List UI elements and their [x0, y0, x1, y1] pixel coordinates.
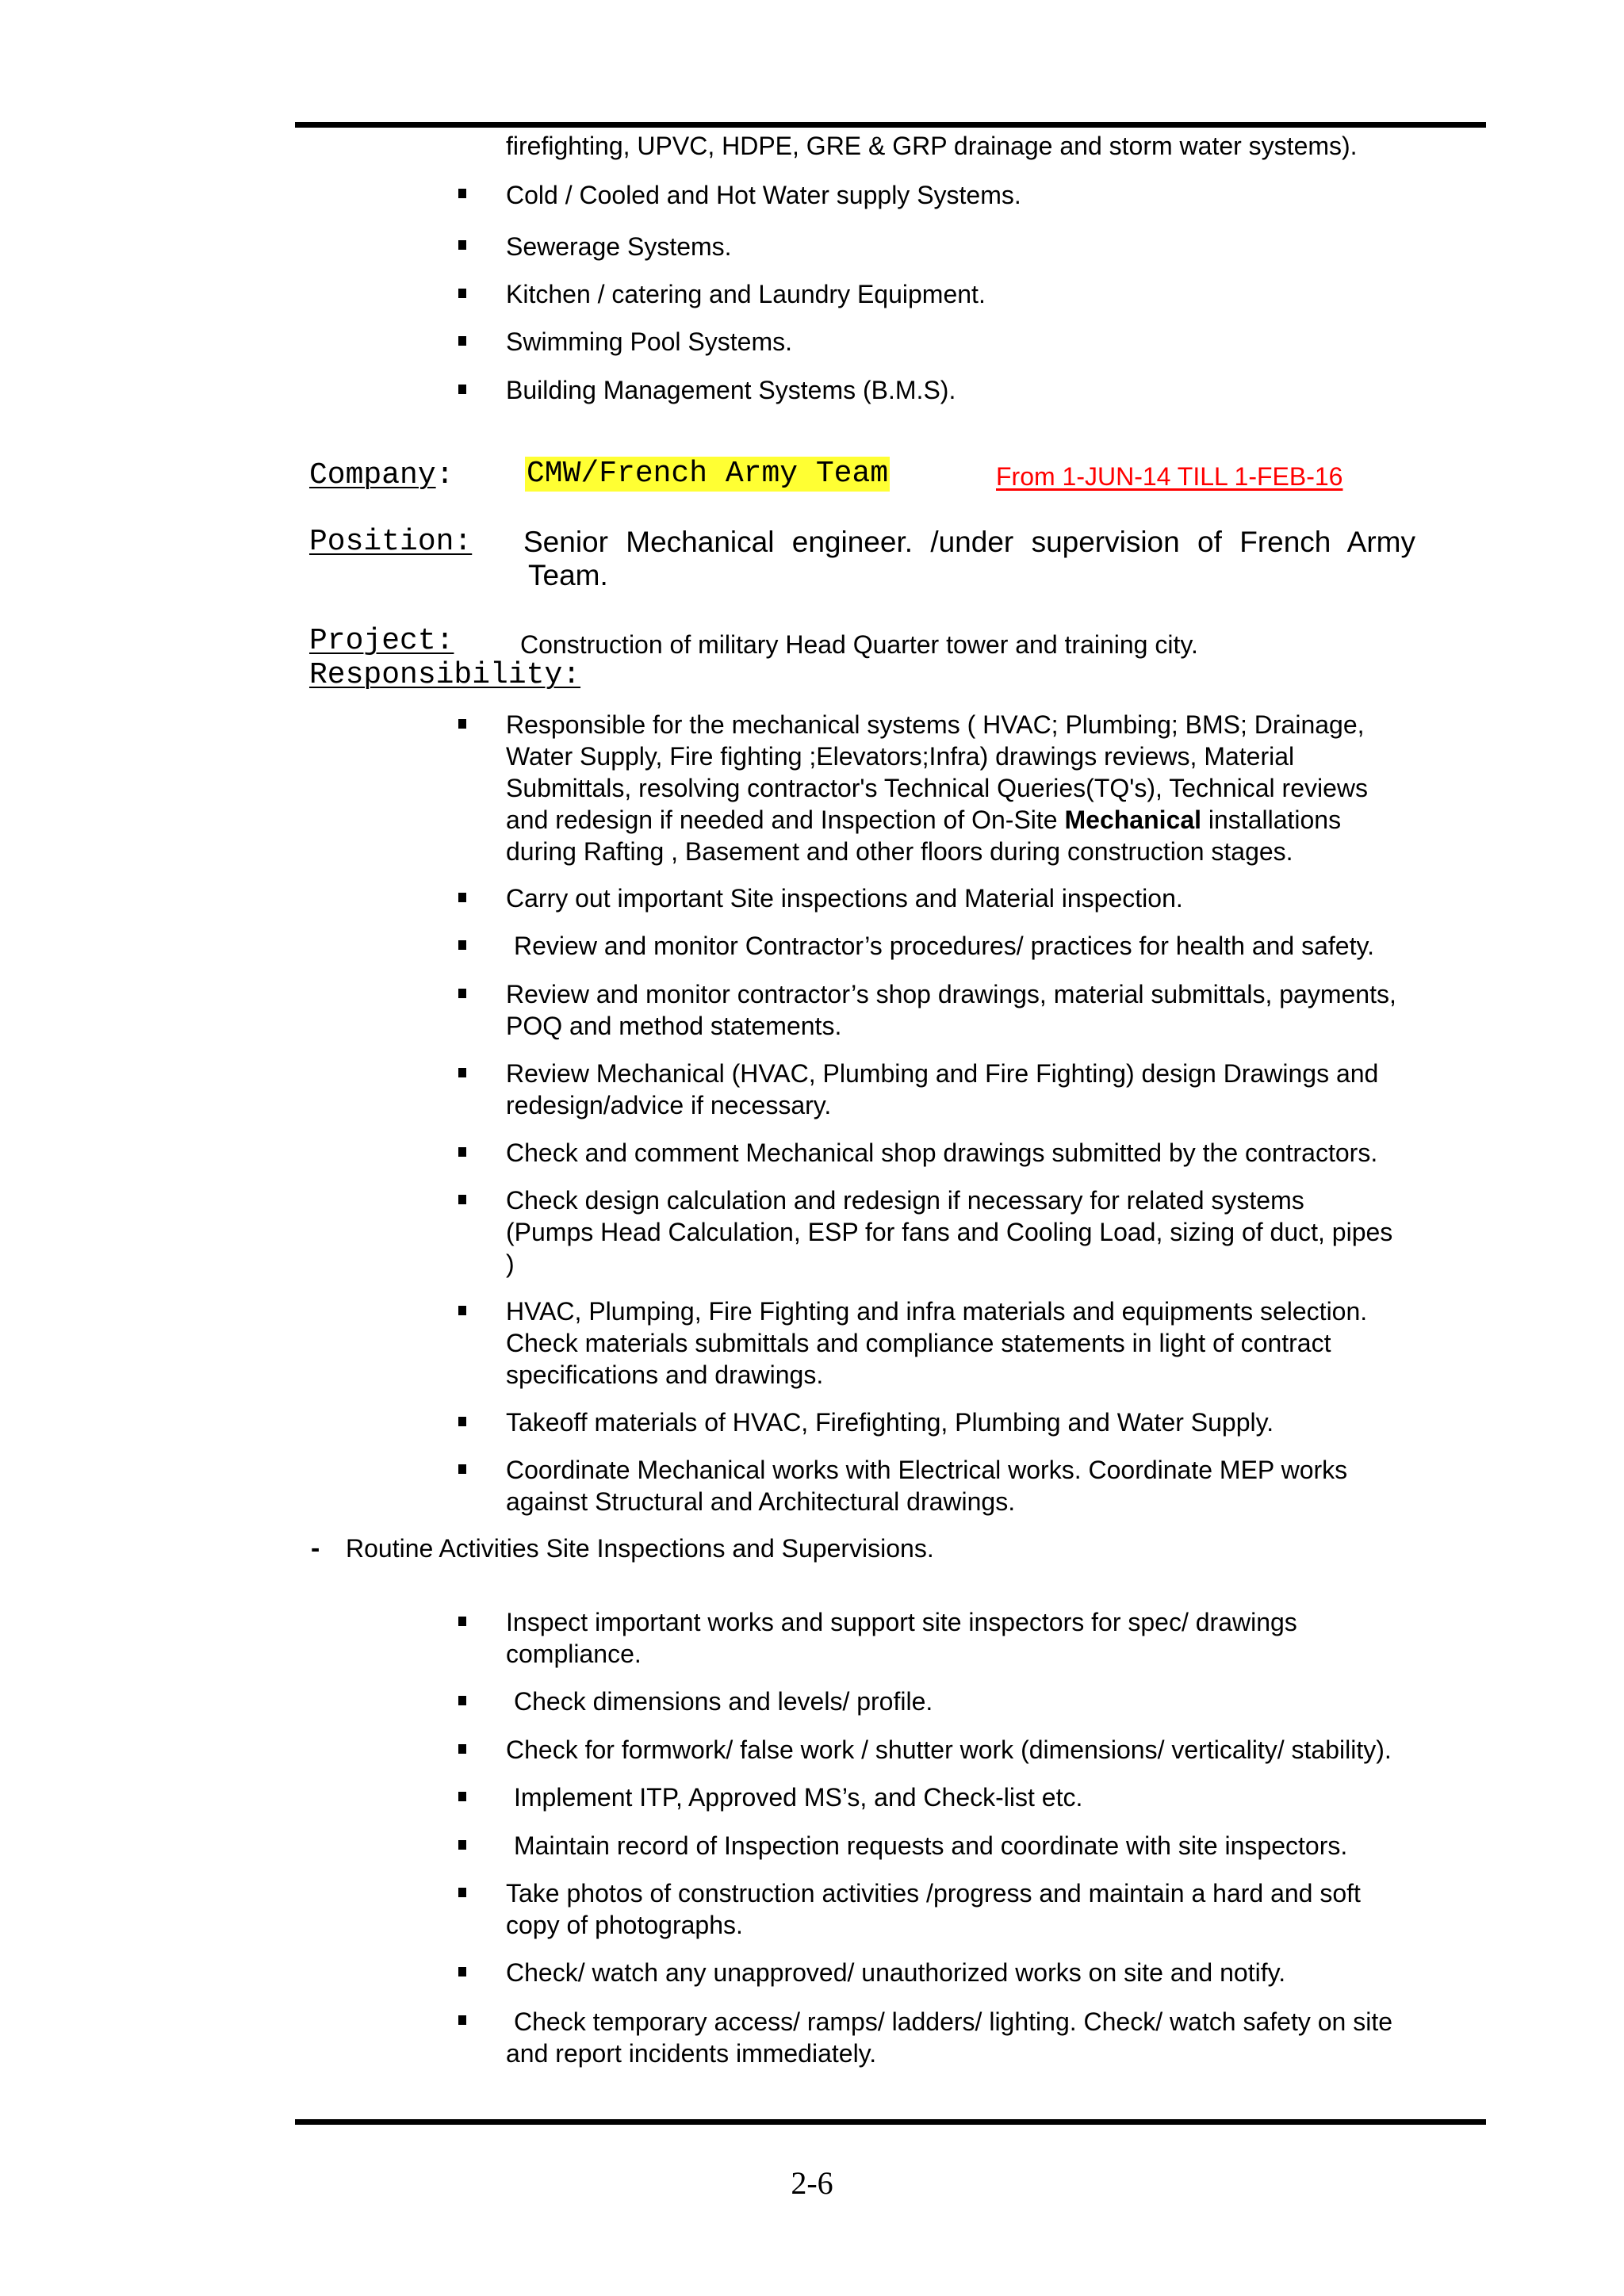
- bullet-icon: [458, 240, 466, 250]
- list-item: Take photos of construction activities /progress and maintain a hard and soft copy of photographs.: [506, 1879, 1361, 1939]
- list-item: Inspect important works and support site inspectors for spec/ drawings compliance.: [506, 1608, 1297, 1668]
- bullet-icon: [458, 989, 466, 998]
- list-item: Review Mechanical (HVAC, Plumbing and Fire Fighting) design Drawings and redesign/advice if necessary.: [506, 1059, 1379, 1119]
- list-item: Check dimensions and levels/ profile.: [514, 1687, 933, 1716]
- responsibility-label: Responsibility:: [309, 658, 581, 692]
- position-label: Position:: [309, 525, 473, 559]
- bullet-icon: [458, 1306, 466, 1315]
- bullet-icon: [458, 1888, 466, 1897]
- list-item: Coordinate Mechanical works with Electrical works. Coordinate MEP works against Structural and Architectural drawings.: [506, 1456, 1348, 1516]
- bullet-icon: [458, 1744, 466, 1754]
- list-item: [506, 130, 1481, 162]
- bullet-icon: [458, 1617, 466, 1626]
- bullet-icon: [458, 289, 466, 298]
- project-label: Project:: [309, 624, 454, 658]
- list-item: Implement ITP, Approved MS’s, and Check-list etc.: [514, 1783, 1083, 1812]
- list-item: Check temporary access/ ramps/ ladders/ lighting. Check/ watch safety on site and report incidents immediately.: [506, 2007, 1393, 2068]
- list-item-text: Kitchen / catering and Laundry Equipment.: [506, 280, 986, 308]
- list-item: Review and monitor Contractor’s procedures/ practices for health and safety.: [514, 932, 1374, 960]
- bullet-icon: [458, 1068, 466, 1077]
- list-item: [506, 326, 1481, 358]
- project-value: Construction of military Head Quarter tower and training city.: [520, 630, 1198, 659]
- employment-dates: From 1-JUN-14 TILL 1-FEB-16: [996, 462, 1343, 491]
- emphasis-text: Mechanical: [1064, 806, 1201, 834]
- list-item: Review and monitor contractor’s shop drawings, material submittals, payments, POQ and method statements.: [506, 980, 1396, 1040]
- bullet-icon: [458, 940, 466, 950]
- list-item: [506, 374, 1481, 406]
- list-item: HVAC, Plumping, Fire Fighting and infra materials and equipments selection. Check materials submittals and compliance statements in light of contract specifications and drawings.: [506, 1297, 1368, 1389]
- list-item: Maintain record of Inspection requests and coordinate with site inspectors.: [514, 1831, 1348, 1860]
- section-heading: Routine Activities Site Inspections and Supervisions.: [346, 1534, 934, 1563]
- bullet-icon: [458, 1696, 466, 1705]
- list-item-text: Cold / Cooled and Hot Water supply Systems.: [506, 181, 1021, 209]
- list-item-text: firefighting, UPVC, HDPE, GRE & GRP drainage and storm water systems).: [506, 132, 1358, 160]
- list-item: Responsible for the mechanical systems ( HVAC; Plumbing; BMS; Drainage, Water Supply, Fire fighting ;Elevators;Infra) drawings reviews, Material Submittals, resolving contractor's Technical Queries(TQ's), Technical reviews and redesign if needed and Inspection of On-Site Mechanical installations during Rafting , Basement and other floors during construction stages.: [506, 710, 1368, 866]
- bullet-icon: [458, 385, 466, 394]
- list-item: [506, 278, 1481, 310]
- company-name: CMW/French Army Team: [527, 457, 889, 491]
- list-item: Check for formwork/ false work / shutter work (dimensions/ verticality/ stability).: [506, 1735, 1392, 1764]
- list-item: [506, 231, 1481, 262]
- list-item: Check and comment Mechanical shop drawings submitted by the contractors.: [506, 1138, 1378, 1167]
- bullet-icon: [458, 189, 466, 198]
- list-item: Takeoff materials of HVAC, Firefighting, Plumbing and Water Supply.: [506, 1408, 1274, 1437]
- list-item-text: Swimming Pool Systems.: [506, 327, 792, 356]
- top-rule: [295, 122, 1486, 128]
- bullet-icon: [458, 893, 466, 902]
- company-label: Company:: [309, 458, 454, 492]
- page-number: 2-6: [791, 2165, 833, 2201]
- list-item: [506, 179, 1481, 211]
- position-value-continued: Team.: [528, 559, 608, 591]
- bullet-icon: [458, 2015, 466, 2025]
- dash-icon: -: [311, 1533, 320, 1563]
- bullet-icon: [458, 336, 466, 346]
- bullet-icon: [458, 1417, 466, 1426]
- bullet-icon: [458, 1195, 466, 1204]
- bullet-icon: [458, 1792, 466, 1801]
- list-item-text: Building Management Systems (B.M.S).: [506, 376, 956, 404]
- list-item: Check/ watch any unapproved/ unauthorized works on site and notify.: [506, 1958, 1286, 1987]
- bullet-icon: [458, 1147, 466, 1157]
- list-item: Check design calculation and redesign if necessary for related systems (Pumps Head Calculation, ESP for fans and Cooling Load, sizing of duct, pipes ): [506, 1186, 1393, 1278]
- bullet-icon: [458, 1464, 466, 1474]
- list-item: Carry out important Site inspections and Material inspection.: [506, 884, 1183, 913]
- bullet-icon: [458, 719, 466, 729]
- bullet-icon: [458, 1840, 466, 1850]
- position-value: Senior Mechanical engineer. /under supervision of French Army: [523, 526, 1415, 558]
- list-item-text: Sewerage Systems.: [506, 232, 732, 261]
- bullet-icon: [458, 1967, 466, 1976]
- bottom-rule: [295, 2119, 1486, 2125]
